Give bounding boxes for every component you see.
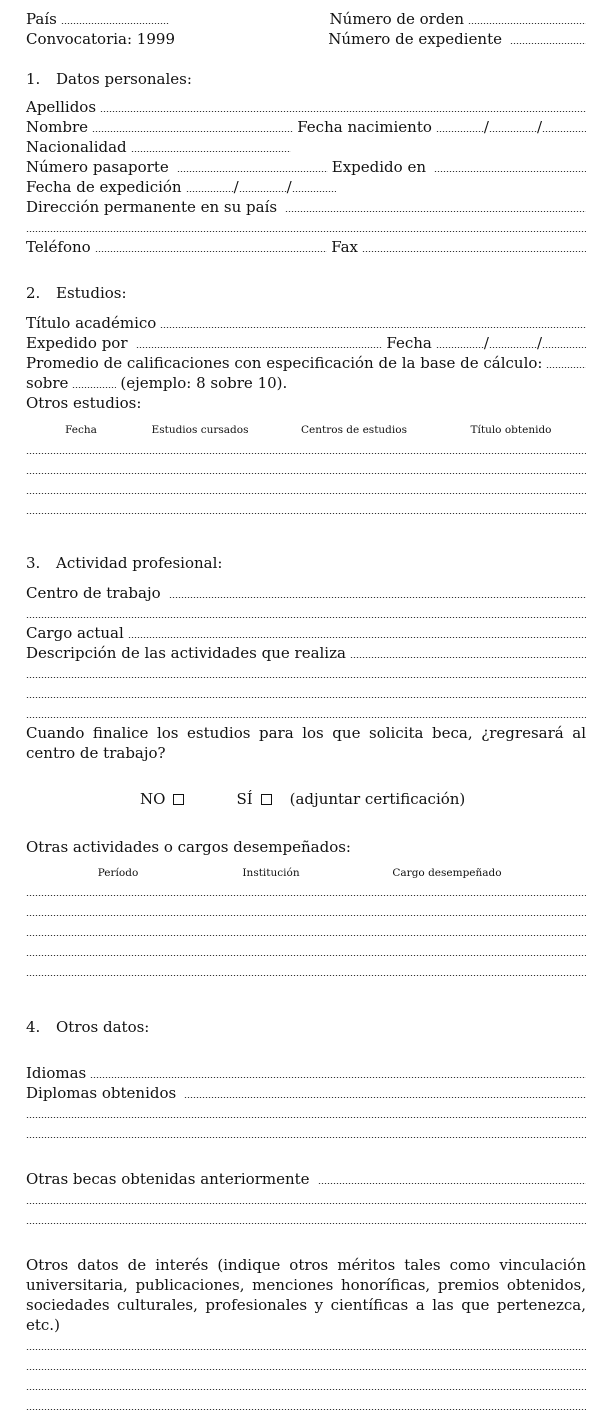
nombre-label: Nombre bbox=[26, 118, 89, 136]
numero-pasaporte-label: Número pasaporte bbox=[26, 158, 169, 176]
col-titulo-obtenido: Título obtenido bbox=[470, 424, 552, 436]
becas-row bbox=[26, 1169, 586, 1189]
nacionalidad-row bbox=[26, 137, 586, 157]
interes-field-line[interactable] bbox=[26, 1409, 586, 1410]
expedido-en-field[interactable] bbox=[434, 171, 586, 172]
otras-actividades-label: Otras actividades o cargos desempeñados: bbox=[26, 838, 351, 856]
si-checkbox[interactable] bbox=[261, 794, 272, 805]
fecha-label: Fecha bbox=[386, 334, 432, 352]
becas-field-line[interactable] bbox=[26, 1203, 586, 1204]
section-3-heading: 3. Actividad profesional: bbox=[26, 554, 223, 572]
diplomas-field[interactable] bbox=[184, 1097, 586, 1098]
idiomas-field[interactable] bbox=[90, 1077, 586, 1078]
becas-label: Otras becas obtenidas anteriormente bbox=[26, 1170, 310, 1188]
numero-pasaporte-field[interactable] bbox=[177, 171, 328, 172]
centro-row bbox=[26, 583, 586, 603]
idiomas-label: Idiomas bbox=[26, 1064, 87, 1082]
promedio-row bbox=[26, 353, 586, 373]
no-checkbox[interactable] bbox=[173, 794, 184, 805]
estudios-row-line[interactable] bbox=[26, 453, 586, 454]
descripcion-row bbox=[26, 643, 586, 663]
telefono-field[interactable] bbox=[95, 251, 328, 252]
fecha-titulo-field[interactable]: / / bbox=[436, 333, 586, 353]
titulo-field[interactable] bbox=[160, 327, 586, 328]
nombre-field[interactable] bbox=[92, 131, 293, 132]
descripcion-field-line[interactable] bbox=[26, 697, 586, 698]
col-centros-estudios: Centros de estudios bbox=[301, 424, 407, 436]
section-3-title: Actividad profesional: bbox=[56, 554, 223, 572]
titulo-row bbox=[26, 313, 586, 333]
becas-field-line[interactable] bbox=[26, 1223, 586, 1224]
numero-orden-field[interactable] bbox=[468, 23, 586, 24]
regresar-question: Cuando finalice los estudios para los que solicita beca, ¿regresará al centro de trabajo? bbox=[26, 724, 586, 762]
cargo-row bbox=[26, 623, 586, 643]
nacionalidad-label: Nacionalidad bbox=[26, 138, 127, 156]
centro-field[interactable] bbox=[169, 597, 586, 598]
interes-field-line[interactable] bbox=[26, 1389, 586, 1390]
telefono-label: Teléfono bbox=[26, 238, 91, 256]
actividades-row-line[interactable] bbox=[26, 975, 586, 976]
otras-actividades-row bbox=[26, 837, 586, 857]
section-1-title: Datos personales: bbox=[56, 70, 192, 88]
estudios-row-line[interactable] bbox=[26, 513, 586, 514]
header-row-1 bbox=[26, 9, 586, 29]
diplomas-label: Diplomas obtenidos bbox=[26, 1084, 177, 1102]
pais-label: País bbox=[26, 10, 57, 28]
diplomas-row bbox=[26, 1083, 586, 1103]
convocatoria-label: Convocatoria: 1999 bbox=[26, 30, 175, 48]
centro-field-line-2[interactable] bbox=[26, 617, 586, 618]
apellidos-field[interactable] bbox=[100, 111, 586, 112]
apellidos-label: Apellidos bbox=[26, 98, 97, 116]
section-2-title: Estudios: bbox=[56, 284, 127, 302]
section-4-title: Otros datos: bbox=[56, 1018, 150, 1036]
cargo-label: Cargo actual bbox=[26, 624, 124, 642]
expedido-por-label: Expedido por bbox=[26, 334, 128, 352]
numero-orden-label: Número de orden bbox=[329, 10, 464, 28]
descripcion-field[interactable] bbox=[350, 657, 586, 658]
sobre-field[interactable] bbox=[72, 387, 116, 388]
section-4-heading: 4. Otros datos: bbox=[26, 1018, 150, 1036]
section-1-heading: 1. Datos personales: bbox=[26, 70, 192, 88]
application-form bbox=[26, 9, 586, 1415]
fax-field[interactable] bbox=[362, 251, 586, 252]
expedido-por-field[interactable] bbox=[136, 347, 383, 348]
no-label: NO bbox=[140, 790, 166, 808]
direccion-label: Dirección permanente en su país bbox=[26, 198, 278, 216]
nacionalidad-field[interactable] bbox=[131, 151, 291, 152]
section-2-heading: 2. Estudios: bbox=[26, 284, 127, 302]
direccion-row bbox=[26, 197, 586, 217]
adjuntar-label: (adjuntar certificación) bbox=[289, 790, 466, 808]
estudios-table-header bbox=[26, 421, 586, 439]
descripcion-field-line[interactable] bbox=[26, 677, 586, 678]
diplomas-field-line[interactable] bbox=[26, 1137, 586, 1138]
otros-datos-interes: Otros datos de interés (indique otros méritos tales como vinculación universitaria, publicaciones, menciones honoríficas, premios obtenidos, sociedades culturales, profesionales y científicas a las que pertenezca, etc.) bbox=[26, 1256, 586, 1334]
centro-label: Centro de trabajo bbox=[26, 584, 161, 602]
apellidos-row bbox=[26, 97, 586, 117]
pais-field[interactable] bbox=[61, 23, 169, 24]
fecha-nacimiento-field[interactable]: / / bbox=[436, 117, 586, 137]
col-cargo-desempenado: Cargo desempeñado bbox=[392, 867, 502, 879]
col-institucion: Institución bbox=[242, 867, 300, 879]
promedio-field[interactable] bbox=[546, 367, 586, 368]
descripcion-label: Descripción de las actividades que realiza bbox=[26, 644, 346, 662]
expedido-por-row bbox=[26, 333, 586, 353]
becas-field[interactable] bbox=[318, 1183, 586, 1184]
diplomas-field-line[interactable] bbox=[26, 1117, 586, 1118]
actividades-row-line[interactable] bbox=[26, 935, 586, 936]
header-row-2 bbox=[26, 29, 586, 49]
direccion-field-line-2[interactable] bbox=[26, 231, 586, 232]
fecha-nacimiento-label: Fecha nacimiento bbox=[297, 118, 432, 136]
expedido-en-label: Expedido en bbox=[331, 158, 426, 176]
interes-field-line[interactable] bbox=[26, 1369, 586, 1370]
regresar-choice bbox=[26, 789, 586, 809]
promedio-label: Promedio de calificaciones con especificación de la base de cálculo: bbox=[26, 354, 543, 372]
numero-expediente-label: Número de expediente bbox=[328, 30, 502, 48]
nombre-row bbox=[26, 117, 586, 137]
sobre-row bbox=[26, 373, 586, 393]
actividades-row-line[interactable] bbox=[26, 915, 586, 916]
descripcion-field-line[interactable] bbox=[26, 717, 586, 718]
interes-field-line[interactable] bbox=[26, 1349, 586, 1350]
estudios-row-line[interactable] bbox=[26, 493, 586, 494]
estudios-row-line[interactable] bbox=[26, 473, 586, 474]
col-periodo: Período bbox=[97, 867, 139, 879]
fax-label: Fax bbox=[331, 238, 358, 256]
ejemplo-label: (ejemplo: 8 sobre 10). bbox=[120, 374, 288, 392]
fecha-expedicion-label: Fecha de expedición bbox=[26, 178, 182, 196]
titulo-label: Título académico bbox=[26, 314, 157, 332]
otros-estudios-row bbox=[26, 393, 586, 413]
col-fecha: Fecha bbox=[65, 424, 97, 436]
si-label: SÍ bbox=[236, 790, 253, 808]
sobre-label: sobre bbox=[26, 374, 69, 392]
numero-expediente-field[interactable] bbox=[510, 43, 586, 44]
actividades-row-line[interactable] bbox=[26, 955, 586, 956]
cargo-field[interactable] bbox=[128, 637, 586, 638]
actividades-table-header bbox=[26, 865, 586, 881]
otros-estudios-label: Otros estudios: bbox=[26, 394, 142, 412]
col-estudios-cursados: Estudios cursados bbox=[151, 424, 249, 436]
telefono-row bbox=[26, 237, 586, 257]
direccion-field[interactable] bbox=[285, 211, 586, 212]
actividades-row-line[interactable] bbox=[26, 895, 586, 896]
pasaporte-row bbox=[26, 157, 586, 177]
idiomas-row bbox=[26, 1063, 586, 1083]
fecha-expedicion-field[interactable]: / / bbox=[186, 177, 336, 197]
fecha-expedicion-row bbox=[26, 177, 586, 197]
